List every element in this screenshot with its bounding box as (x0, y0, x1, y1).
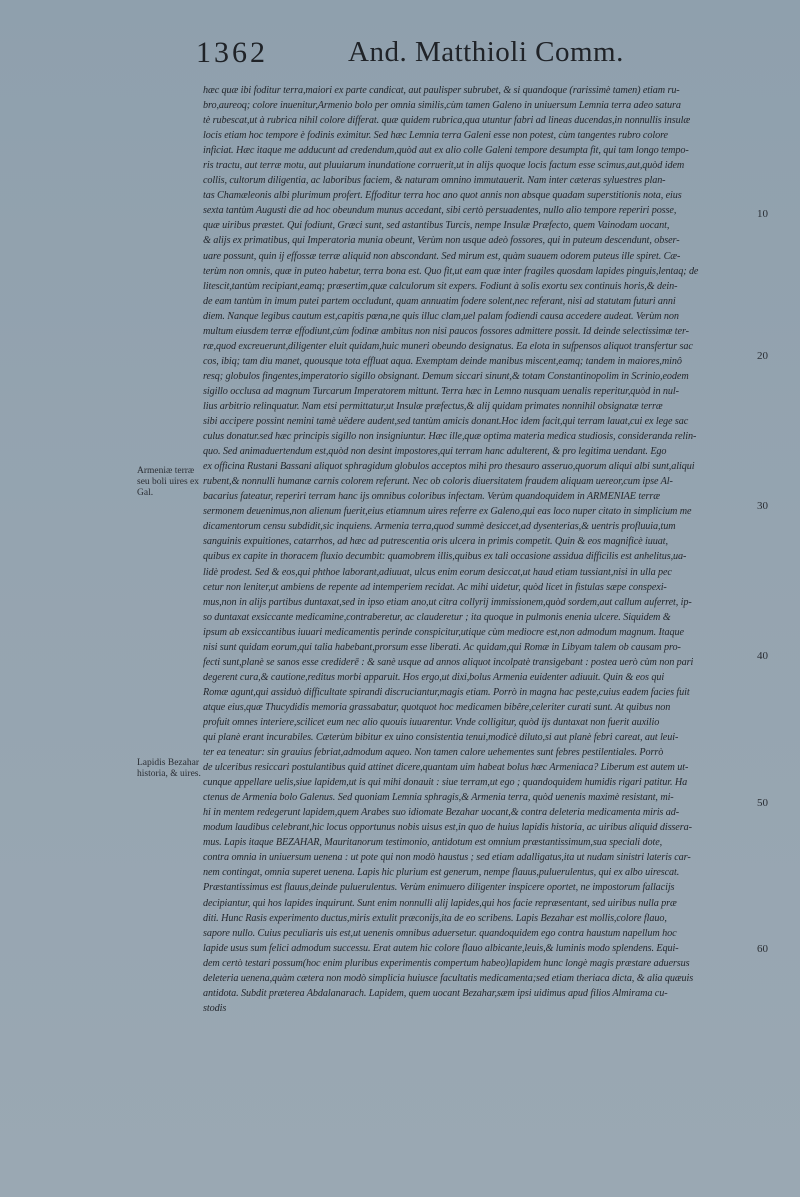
text-line: mus,non in alijs partibus duntaxat,sed in ipso etiam ano,ut citra collyrij immissionem,quòd sordem,aut callum auferret, ip- (203, 596, 692, 608)
text-line: cunque appellare uelis,siue lapidem,ut is qui mihi donauit : siue terram,ut ego ; quandoquidem humidis rigari patitur. Ha (203, 777, 688, 789)
text-line: cos, ibiq; tam diu manet, quousque tota effluat aqua. Exemptam deinde manibus miscent,eamq; tandem in maiores,minô (203, 355, 682, 367)
text-line: ris tractu, aut terræ motu, aut pluuiarum inundatione corruerit,ut in alijs quoque locis factum esse scimus,aut,quòd idem (203, 160, 685, 172)
text-line: profuit omnes interiere,scilicet eum nec alio quouis iuuarentur. Vnde colligitur, quòd ijs duntaxat non fuerit auxilio (203, 716, 660, 728)
text-line: so duntaxat exsiccante medicamine,contraberetur, ac clauderetur ; ita quoque in pulmonis enenia ulcere. Siquidem & (203, 611, 671, 623)
text-line: diti. Hunc Rasis experimento ductus,miris extulit præconijs,ita de eo scribens. Lapis Bezahar est mollis,colore flauo, (203, 912, 667, 924)
line-number-40: 40 (757, 650, 768, 662)
text-line: locis etiam hoc tempore è fodinis eximitur. Sed hæc Lemnia terra Galeni esse non potest, cùm tangentes rubro colore (203, 130, 668, 142)
text-line: collis, cultorum diligentia, ac laboribus faciem, & naturam omnino immutauerit. Nam inter cæteras syluestres plan- (203, 175, 666, 187)
text-line: decipiantur, qui hos lapides inquirunt. Sunt enim nonnulli alij lapides,qui hos facie repræsentant, sed uiribus nulla præ (203, 897, 677, 909)
text-line: diem. Nanque legibus cautum est,capitis pœna,ne quis illuc clam,uel palam fodiendi causa accedere audeat. Verùm non (203, 310, 679, 322)
text-line: sexta tantùm Augusti die ad hoc obeundum munus accedant, sibi certò persuadentes, nullo alio tempore reperiri posse, (203, 205, 677, 217)
text-line: modum laudibus celebrant,hic locus opportunus nobis uisus est,in quo de huius lapidis historia, ac uiribus aliquid dissera- (203, 822, 692, 834)
text-line: & alijs ex primatibus, qui Imperatoria munia obeunt, Verùm non usque adeò fossores, qui in puteum descendunt, obser- (203, 235, 680, 247)
text-line: de ulceribus resiccari postulantibus quid attinet dicere,quantam uim habeat bolus hæc Armeniaca? Liberum est autem ut- (203, 762, 689, 774)
text-line: bacarius fateatur, reperiri terram hanc ijs omnibus coloribus infectam. Verùm quandoquidem in ARMENIAE terræ (203, 491, 660, 503)
text-line: de eam tantùm in imum putei partem occludunt, quam annuatim fodere solent,nec referant, nisi ad statutam futuri anni (203, 295, 676, 307)
text-line: sapore nullo. Cuius peculiaris uis est,ut uenenis omnibus aduersetur. quandoquidem ego contra haustum napellum hoc (203, 927, 677, 939)
text-line: cetur non leniter,ut ambiens de repente ad intemperiem recidat. Ac mihi uidetur, quòd licet in fistulas sæpe conspexi- (203, 581, 667, 593)
text-line: inficiat. Hæc itaque me adducunt ad credendum,quòd aut ex alio colle Galeni tempore desumpta fit, qui tam longo tempo- (203, 145, 689, 157)
text-line: bro,aureoq; colore inuenitur,Armenio bolo per omnia similis,cùm tamen Galeno in uniuersum Lemnia terra adeo satura (203, 100, 681, 112)
text-line: sigillo occlusa ad magnum Turcarum Imperatorem mittunt. Terra hæc in Lemno nusquam uenalis reperitur,quòd in nul- (203, 385, 679, 397)
text-line: ctenus de Armenia bolo Galenus. Sed quoniam Lemnia sphragis,& Armenia terra, quòd uenenis maximè resistant, mi- (203, 792, 674, 804)
text-line: quæ uiribus præstet. Qui fodiunt, Græci sunt, sed astantibus Turcis, nempe Insulæ Præfecto, quem Vainodam uocant, (203, 220, 670, 232)
text-line: ræ,quod excreuerunt,diligenter eluit quidam,huic muneri obeundo designatus. Ea elota in sufpensos aliquot transfertur sac (203, 340, 693, 352)
page-header (196, 36, 776, 76)
main-text-column (203, 83, 751, 1016)
text-line: resq; globulos fingentes,imperatorio sigillo obsignant. Demum siccari sinunt,& totam Constantinopolim in Scrinio,eodem (203, 370, 689, 382)
line-number-20: 20 (757, 350, 768, 362)
line-number-50: 50 (757, 797, 768, 809)
text-line: deleteria uenena,quàm cætera non modò simplicia huiusce facultatis medicamenta;sed etiam theriaca dicta, & alia quæuis (203, 972, 694, 984)
margin-note-armenia: Armeniæ terræ seu boli uires ex Gal. (137, 466, 200, 498)
text-line: stodis (203, 1002, 227, 1014)
text-line: atque eius,quæ Thucydidis memoria grassabatur, quotquot hoc medicamen bibêre,celeriter curati sunt. At quibus non (203, 701, 671, 713)
text-line: ter ea teneatur: sin grauius febriat,admodum aqueo. Non tamen calore uehementes sunt febres pestilentiales. Porrò (203, 747, 664, 759)
text-line: multum eiusdem terræ effodiunt,cùm fodinæ ambitus non nisi paucos fossores admittere possit. Id deinde selectissimæ ter- (203, 325, 689, 337)
text-line: tè rubescat,ut à rubrica nihil colore differat. quæ quidem rubrica,qua utuntur fabri ad lineas ducendas,in nonnullis insulæ (203, 115, 691, 127)
text-line: uare possunt, quin ij effossæ terræ aliquid non abscondant. Sed mirum est, quàm suauem odorem puteus ille spiret. Cæ- (203, 250, 681, 262)
text-line: ipsum ab exsiccantibus iuuari medicamentis perinde conspicitur,utique cùm mediocre est,non admodum magnum. Itaque (203, 626, 684, 638)
text-line: sanguinis expuitiones, catarrhos, ad hæc ad putrescentia oris ulcera in primis competit. Quin & eos magnificè iuuat, (203, 536, 668, 548)
text-line: dicamentorum censu subdidit,sic inquiens. Armenia terra,quod summè desiccet,ad dysenterias,& uentris profluuia,tum (203, 521, 676, 533)
text-line: sibi accipere possint nemini tamè uëdere audent,sed tantùm amicis donant.Hoc idem facit,qui terram lauat,cui ex lege sac (203, 416, 689, 428)
text-line: sermonem deuenimus,non alienum fuerit,eius etiamnum uires referre ex Galeno,qui eas loco nuper citato in simplicium me (203, 506, 692, 518)
text-line: tas Chamæleonis albi plurimum profert. Effoditur terra hoc ano quot annis non absque quadam superstitionis nota, eius (203, 190, 682, 202)
text-line: antidota. Subdit præterea Abdalanarach. Lapidem, quem uocant Bezahar,sæm ipsi uidimus apud filios Almirama cu- (203, 987, 668, 999)
text-line: degerent cura,& cautione,reditus morbi apparuit. Hos ergo,ut dixi,bolus Armenia euidenter adiuuit. Quin & eos qui (203, 671, 665, 683)
text-line: hæc quæ ibi foditur terra,maiori ex parte candicat, aut paulisper subrubet, & si quandoque (rarissimè tamen) etiam ru- (203, 85, 680, 96)
text-line: lius arbitrio relinquatur. Nam etsi permittatur,ut Insulæ præfectus,& alij quidam primates nonnihil obsignatæ terræ (203, 400, 663, 412)
text-line: lapide usus sum felici admodum successu. Erat autem hic colore flauo albicante,leuis,& luminis modo splendens. Equi- (203, 942, 679, 954)
text-line: lidè prodest. Sed & eos,qui phthoe laborant,adiuuat, ulcus enim eorum desiccat,ut haud etiam tussiant,nisi in ulla pec (203, 566, 672, 578)
text-line: quibus ex capite in thoracem fluxio decumbit: quamobrem illis,quibus ex tali occasione assidua difficilis est anhelitus,ua- (203, 551, 687, 563)
text-line: terùm non omnis, quæ in puteo habetur, terra bona est. Quo fit,ut eam quæ inter fragiles quosdam lapides pinguis,lentaq; de (203, 265, 699, 277)
text-line: nisi sunt quidam eorum,qui talia habebant,prorsum esse liberati. Ac quidam,qui Romæ in Libyam talem ob causam pro- (203, 641, 681, 653)
page-number: 1362 (196, 36, 268, 69)
text-line: qui planè erant incurabiles. Cæterùm bibitur ex uino consistentia tenui,modicè diluto,si aut planè febri careat, aut leui- (203, 732, 679, 744)
text-line: litescit,tantùm recipiant,eamq; præsertim,quæ calculorum sit expers. Fodiunt à solis exortu sex continuis horis,& dein- (203, 280, 678, 292)
text-line: culus donatur.sed hæc principis sigillo non insigniuntur. Hæc ille,quæ optima materia medica studiosis, consideranda relin- (203, 431, 697, 443)
text-line: hi in mentem redegerunt lapidem,quem Arabes suo idiomate Bezahar uocant,& contra deleteria medicamenta miris ad- (203, 807, 680, 819)
line-number-30: 30 (757, 500, 768, 512)
text-line: ex officina Rustani Bassani aliquot sphragidum globulos acceptos mihi pro thesauro asseruo,quorum aliqui albi sunt,aliqui (203, 461, 695, 473)
text-line: Præstantissimus est flauus,deinde puluerulentus. Verùm enimuero diligenter inspicere oportet, ne impostorum fallacijs (203, 882, 675, 894)
text-line: nem contingat, omnia superet uenena. Lapis hic plurium est generum, nempe flauus,puluerulentus, qui ex albo uirescat. (203, 867, 680, 879)
text-line: Romæ agunt,qui assiduò difficultate spirandi discruciantur,magis etiam. Porrò in magna hac peste,cuius eadem facies fuit (203, 686, 690, 698)
text-line: contra omnia in uniuersum uenena : ut pote qui non modò haustus ; sed etiam adalligatus,ita ut nudam sinistri lateris car- (203, 852, 691, 864)
text-line: quo. Sed animaduertendum est,quòd non desint impostores,qui terram hanc adulterent, & pro legitima uendant. Ego (203, 446, 667, 458)
text-line: fecti sunt,planè se sanos esse crediderē : & sanè usque ad annos aliquot incolpatè transigebant : postea uerò cùm non pari (203, 656, 694, 668)
line-number-60: 60 (757, 943, 768, 955)
running-title: And. Matthioli Comm. (348, 36, 624, 68)
line-number-10: 10 (757, 208, 768, 220)
text-line: mus. Lapis itaque BEZAHAR, Mauritanorum testimonio, antidotum est omnium præstantissimum,sua speciali dote, (203, 837, 663, 849)
margin-note-bezahar: Lapidis Bezahar historia, & uires. (137, 758, 201, 779)
text-line: dem certò testari possum(hoc enim pluribus experimentis compertum habeo)lapidem hunc longè magis præstare aduersus (203, 957, 690, 969)
text-line: rubent,& nonnulli humanæ carnis colorem referunt. Nec ob coloris diuersitatem fraudem aliquam uereor,cum ipse Al- (203, 476, 673, 488)
